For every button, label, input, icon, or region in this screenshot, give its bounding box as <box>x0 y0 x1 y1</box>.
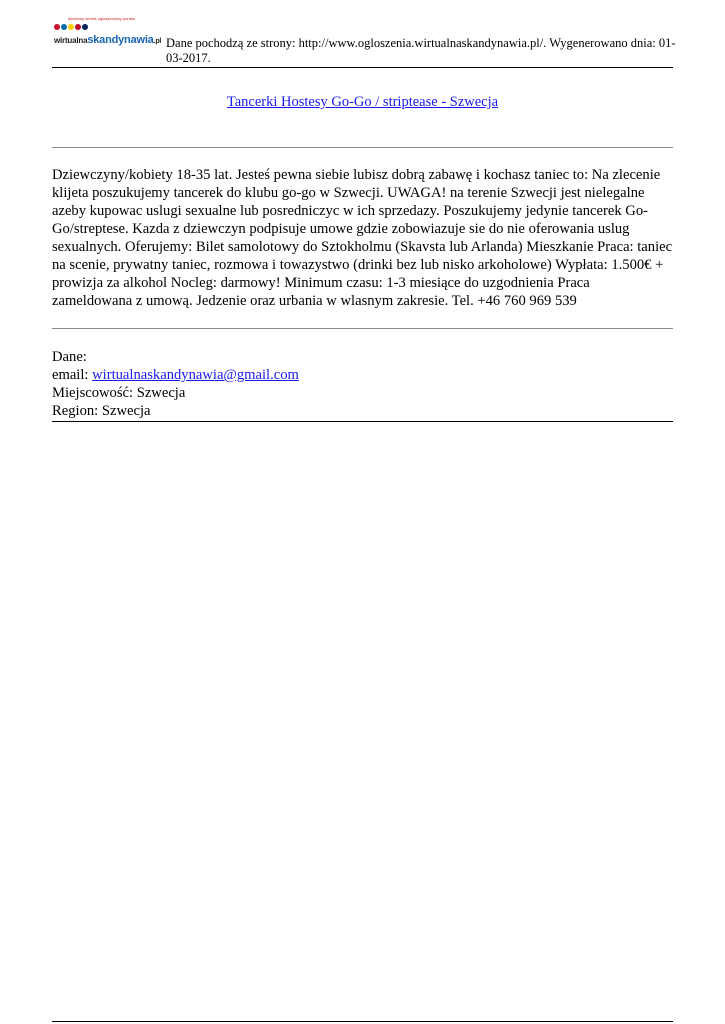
location-text: Miejscowość: Szwecja <box>52 385 186 401</box>
logo-wordmark <box>54 30 161 48</box>
logo-word-part3: .pl <box>153 38 162 45</box>
region-text: Region: Szwecja <box>52 403 151 419</box>
description-divider <box>52 328 673 329</box>
source-line: Dane pochodzą ze strony: http://www.ogloszenia.wirtualnaskandynawia.pl/. Wygenerowano dnia: 01-03-2017. <box>166 36 676 65</box>
listing-title-link[interactable]: Tancerki Hostesy Go-Go / striptease - Szwecja <box>226 94 499 110</box>
logo-word-part2: skandynawia <box>87 34 154 46</box>
logo-word-part1: wirtualna <box>54 36 88 45</box>
site-logo <box>54 16 162 46</box>
contact-details <box>52 348 673 420</box>
details-divider <box>52 421 673 422</box>
email-row <box>52 366 673 384</box>
logo-tagline: darmowy serwis ogłoszeniowy portalu <box>68 16 136 21</box>
footer-divider <box>52 1021 673 1022</box>
email-label: email: <box>52 367 93 383</box>
title-divider <box>52 147 673 148</box>
details-heading: Dane: <box>52 349 87 365</box>
email-link[interactable]: wirtualnaskandynawia@gmail.com <box>92 367 299 383</box>
header-divider <box>52 67 673 68</box>
listing-description: Dziewczyny/kobiety 18-35 lat. Jesteś pewna siebie lubisz dobrą zabawę i kochasz taniec to: Na zlecenie klijeta poszukujemy tancerek do klubu go-go w Szwecji. UWAGA! na terenie Szwecji jest nielegalne azeby kupowac uslugi sexualne lub posredniczyc w ich sprzedazy. Poszukujemy jedynie tancerek Go-Go/streptese. Kazda z dziewczyn podpisuje umowe gdzie zobowiazuje sie do nie oferowania uslug sexualnych. Oferujemy: Bilet samolotowy do Sztokholmu (Skavsta lub Arlanda) Mieszkanie Praca: taniec na scenie, prywatny taniec, rozmowa i towazystwo (drinki bez lub nisko arkoholowe) Wypłata: 1.500€ + prowizja za alkohol Nocleg: darmowy! Minimum czasu: 1-3 miesiące do uzgodnienia Praca zameldowana z umową. Jedzenie oraz urbania w wlasnym zakresie. Tel. +46 760 969 539 <box>52 167 673 309</box>
